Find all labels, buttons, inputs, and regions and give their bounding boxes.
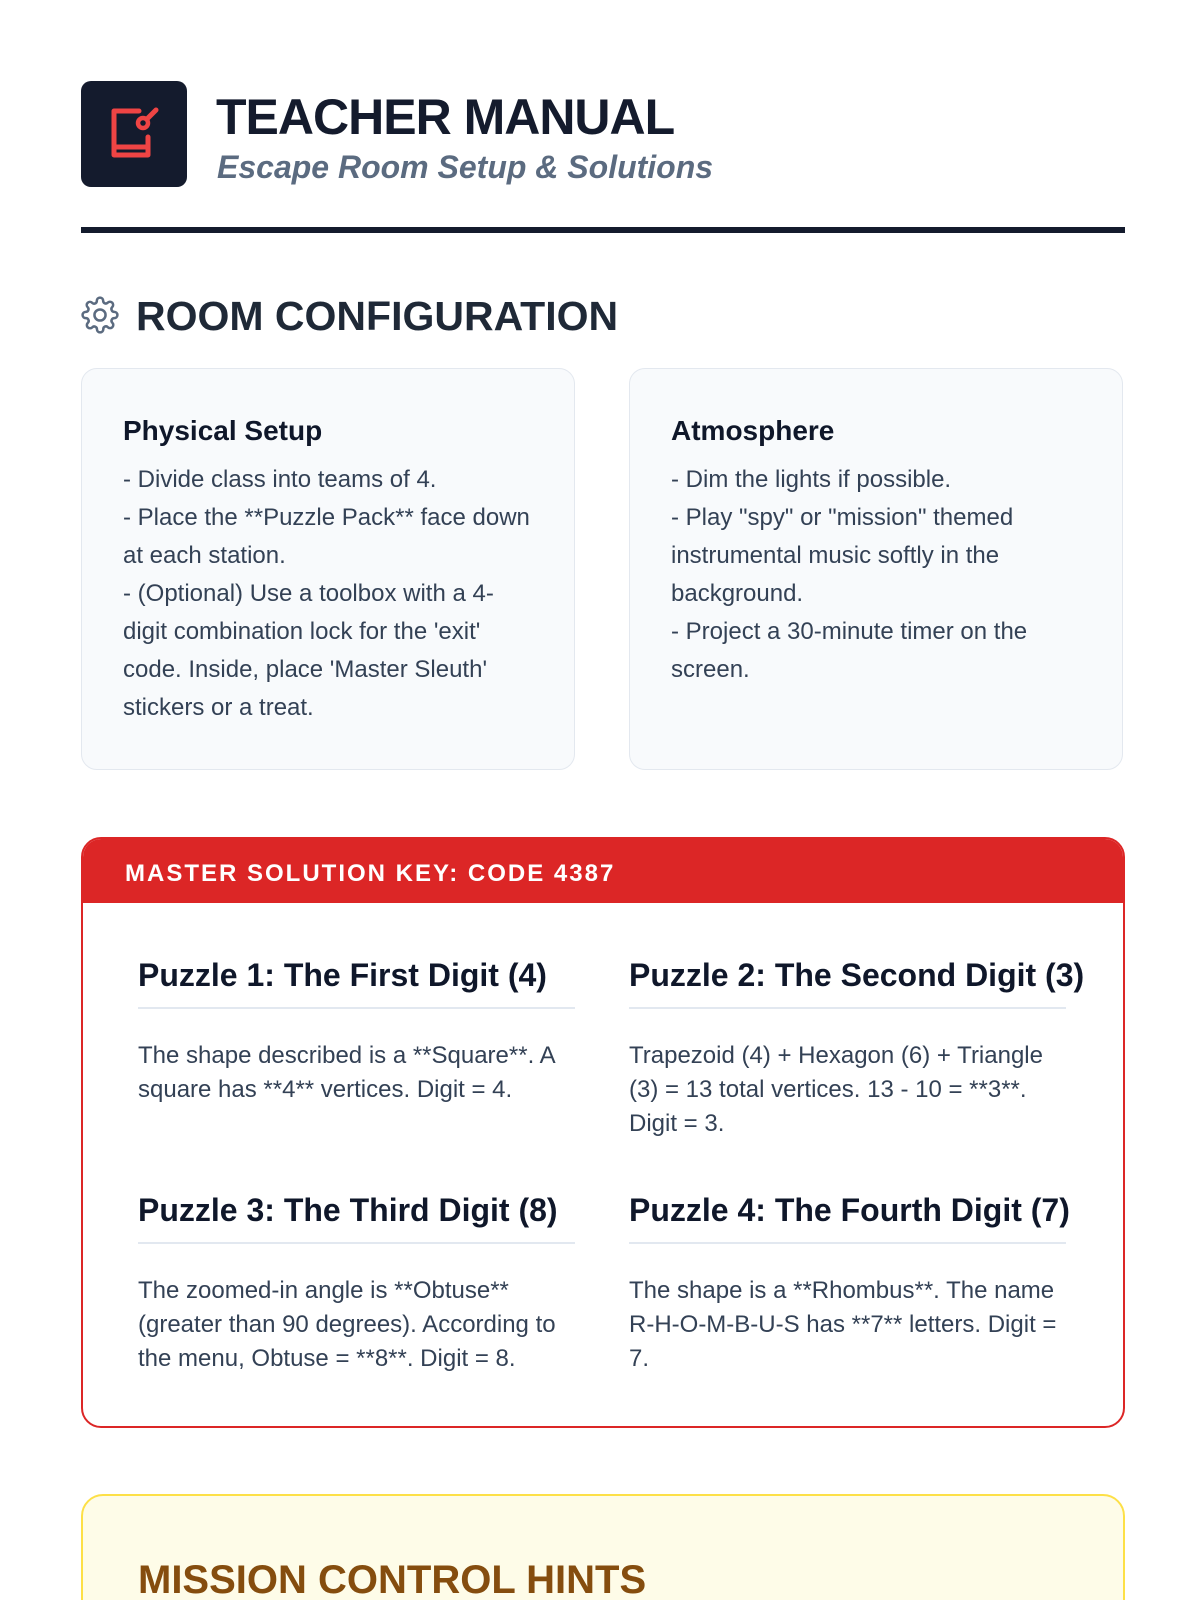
- page-header: [81, 81, 1125, 236]
- atmosphere-card: [629, 368, 1123, 770]
- card-line: - Place the **Puzzle Pack** face down: [123, 504, 530, 531]
- card-line: digit combination lock for the 'exit': [123, 618, 481, 645]
- card-line: - Project a 30-minute timer on the: [671, 618, 1028, 645]
- book-pen-icon: [103, 101, 165, 167]
- logo: [81, 81, 187, 187]
- card-line: at each station.: [123, 542, 286, 569]
- card-line: code. Inside, place 'Master Sleuth': [123, 656, 488, 683]
- physical-setup-card: [81, 368, 575, 770]
- solution-key-label: MASTER SOLUTION KEY: CODE 4387: [125, 860, 616, 887]
- puzzle-solution: [138, 955, 575, 1107]
- puzzle-title: Puzzle 2: The Second Digit (3): [629, 955, 1066, 1009]
- card-line: instrumental music softly in the: [671, 542, 1000, 569]
- page-subtitle: Escape Room Setup & Solutions: [217, 149, 714, 185]
- section-title: ROOM CONFIGURATION: [136, 293, 619, 339]
- card-title: Atmosphere: [671, 415, 835, 446]
- page-title: TEACHER MANUAL: [216, 89, 675, 145]
- puzzle-explanation: Trapezoid (4) + Hexagon (6) + Triangle (3) = 13 total vertices. 13 - 10 = **3**. Digit = 3.: [629, 1042, 1043, 1137]
- card-line: - Dim the lights if possible.: [671, 466, 952, 493]
- room-configuration-heading: [81, 292, 981, 340]
- puzzle-solution: [138, 1190, 575, 1376]
- hints-title: MISSION CONTROL HINTS: [138, 1558, 647, 1600]
- card-line: - Divide class into teams of 4.: [123, 466, 437, 493]
- puzzle-solution: [629, 1190, 1070, 1376]
- card-line: - Play "spy" or "mission" themed: [671, 504, 1014, 531]
- card-line: stickers or a treat.: [123, 694, 314, 721]
- puzzle-explanation: The shape described is a **Square**. A square has **4** vertices. Digit = 4.: [138, 1042, 555, 1103]
- card-line: - (Optional) Use a toolbox with a 4-: [123, 580, 494, 607]
- puzzle-explanation: The zoomed-in angle is **Obtuse** (greater than 90 degrees). According to the menu, Obtuse = **8**. Digit = 8.: [138, 1277, 556, 1372]
- master-solution-key: [81, 837, 1125, 1428]
- puzzle-title: Puzzle 3: The Third Digit (8): [138, 1190, 575, 1244]
- card-line: screen.: [671, 656, 750, 683]
- header-divider: [81, 227, 1125, 233]
- solution-key-banner: [83, 839, 1123, 903]
- mission-control-hints: [81, 1494, 1125, 1600]
- card-title: Physical Setup: [123, 415, 323, 446]
- puzzle-explanation: The shape is a **Rhombus**. The name R-H-O-M-B-U-S has **7** letters. Digit = 7.: [629, 1277, 1057, 1372]
- card-line: background.: [671, 580, 804, 607]
- puzzle-title: Puzzle 1: The First Digit (4): [138, 955, 575, 1009]
- puzzle-title: Puzzle 4: The Fourth Digit (7): [629, 1190, 1066, 1244]
- gear-icon: [81, 296, 119, 334]
- puzzle-solution: [629, 955, 1085, 1141]
